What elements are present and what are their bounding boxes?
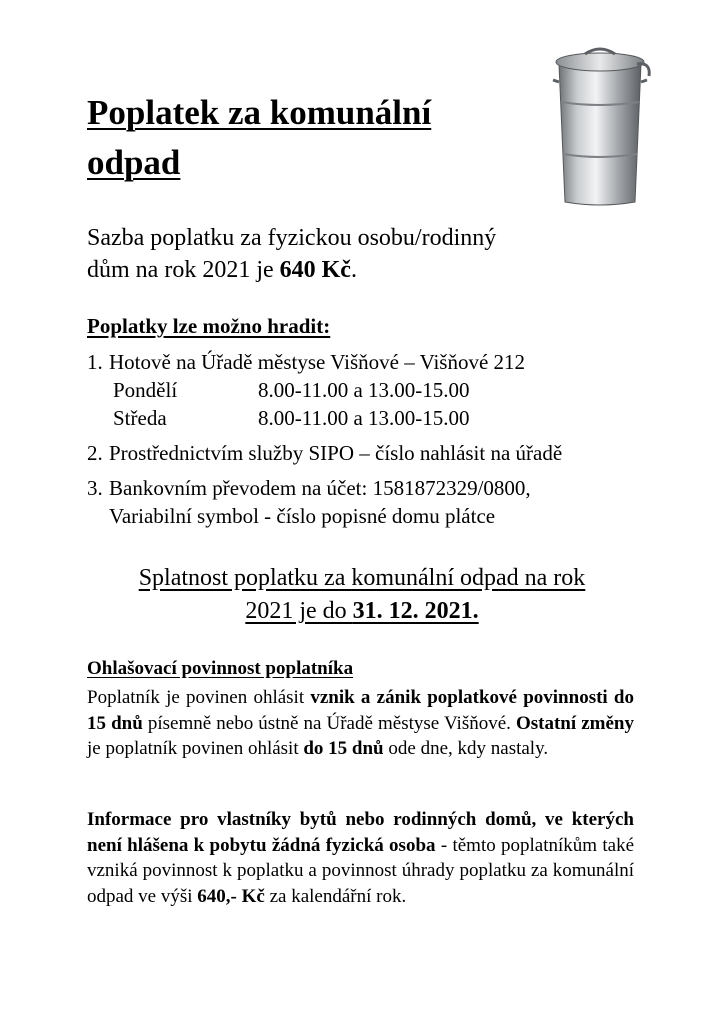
office-day-wednesday: Středa [113, 406, 167, 430]
due-date: 31. 12. 2021. [352, 598, 479, 624]
due-line-2 [60, 595, 664, 628]
info-text-c: 640,- Kč [197, 885, 265, 907]
title-line-2: odpad [87, 143, 181, 182]
duty-text-d: Ostatní změny [515, 712, 635, 734]
duty-text-g: ode dne, kdy nastaly. [383, 738, 549, 759]
due-line-2-text: 2021 je do [245, 598, 353, 624]
payment-item-3-number: 3. [87, 476, 103, 500]
title-line-1: Poplatek za komunální [87, 93, 432, 132]
rate-line-2 [87, 254, 647, 286]
duty-text-a: Poplatník je povinen ohlásit [87, 687, 311, 708]
info-paragraph [87, 807, 634, 909]
payment-item-3-text: Bankovním převodem na účet: 1581872329/0800, [109, 476, 531, 500]
payment-item-2-number: 2. [87, 441, 103, 465]
duty-text-e: je poplatník povinen ohlásit [87, 738, 304, 759]
rate-amount: 640 Kč [279, 257, 351, 283]
duty-text-b: vznik a zánik poplatkové povinnosti do 15 dnů [87, 687, 634, 734]
rate-line-1: Sazba poplatku za fyzickou osobu/rodinný [87, 225, 497, 251]
payment-item-3-line-2: Variabilní symbol - číslo popisné domu plátce [109, 504, 496, 528]
payment-item-1-text: Hotově na Úřadě městyse Višňové – Višňové 212 [109, 350, 526, 374]
duty-paragraph [87, 685, 634, 762]
info-text-d: za kalendářní rok. [264, 885, 407, 907]
duty-heading: Ohlašovací povinnost poplatníka [87, 658, 354, 679]
payment-heading: Poplatky lze možno hradit: [87, 314, 331, 338]
info-text-a: Informace pro vlastníky bytů nebo rodinných domů, ve kterých není hlášena k pobytu žádná fyzická osoba [87, 809, 634, 856]
office-hours-wednesday: 8.00-11.00 a 13.00-15.00 [258, 406, 470, 430]
payment-item-3 [87, 474, 531, 502]
payment-item-2-text: Prostřednictvím služby SIPO – číslo nahlásit na úřadě [109, 441, 563, 465]
payment-item-1-number: 1. [87, 350, 103, 374]
office-day-monday: Pondělí [113, 378, 178, 402]
payment-item-2 [87, 439, 562, 467]
due-line-1: Splatnost poplatku za komunální odpad na rok [138, 565, 586, 591]
page-title [87, 88, 527, 188]
trash-can-icon [545, 42, 655, 210]
payment-item-1 [87, 348, 525, 376]
rate-text [87, 222, 647, 286]
due-date-notice [60, 562, 664, 628]
info-text-b: - těmto poplatníkům také vzniká povinnost k poplatku a povinnost úhrady poplatku za komunální odpad ve výši [87, 834, 635, 907]
duty-text-f: do 15 dnů [303, 738, 384, 759]
rate-line-2-end: . [350, 257, 357, 283]
rate-line-2-text: dům na rok 2021 je [87, 257, 280, 283]
duty-text-c: písemně nebo ústně na Úřadě městyse Višňové. [142, 712, 516, 734]
office-hours-monday: 8.00-11.00 a 13.00-15.00 [258, 378, 470, 402]
